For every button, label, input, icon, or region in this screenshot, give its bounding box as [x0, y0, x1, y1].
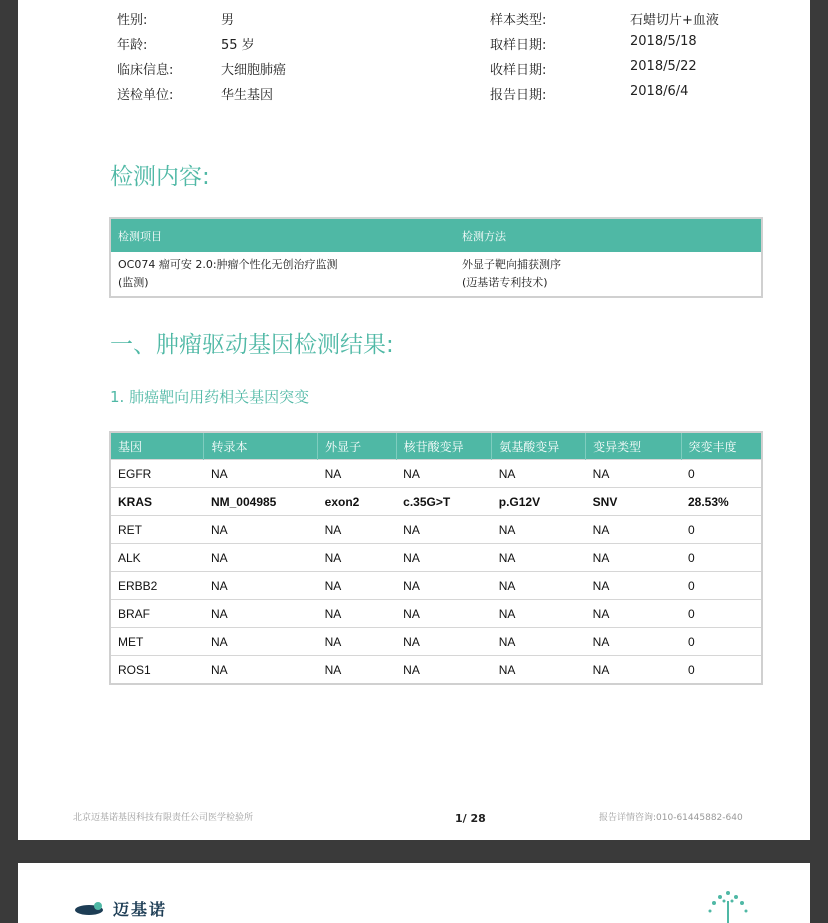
table-header-row	[110, 218, 762, 252]
driver-gene-section-title: 一、肿瘤驱动基因检测结果:	[110, 332, 394, 358]
detection-method-table	[109, 217, 763, 298]
info-label: 送检单位:	[117, 88, 174, 103]
column-header: 基因	[110, 432, 204, 460]
table-cell: ERBB2	[110, 572, 204, 600]
column-header: 氨基酸变异	[492, 432, 586, 460]
table-row	[110, 460, 762, 488]
table-cell: BRAF	[110, 600, 204, 628]
column-header: 变异类型	[586, 432, 681, 460]
table-cell: NA	[318, 572, 397, 600]
table-cell: 28.53%	[681, 488, 762, 516]
column-header: 转录本	[204, 432, 318, 460]
report-page-2	[18, 863, 810, 923]
info-value: 大细胞肺癌	[221, 63, 287, 78]
table-row	[110, 628, 762, 656]
table-cell: NM_004985	[204, 488, 318, 516]
table-cell: NA	[204, 544, 318, 572]
table-cell: RET	[110, 516, 204, 544]
table-cell: NA	[586, 600, 681, 628]
info-label: 性别:	[117, 13, 148, 28]
tree-logo-icon	[698, 887, 758, 923]
table-cell: NA	[396, 572, 492, 600]
table-cell: NA	[396, 516, 492, 544]
table-cell: NA	[586, 628, 681, 656]
detection-section-title: 检测内容:	[110, 164, 210, 190]
header-detection-method: 检测方法	[455, 218, 762, 252]
info-label: 取样日期:	[490, 38, 547, 53]
detection-method-cell	[455, 252, 762, 297]
table-cell: 0	[681, 628, 762, 656]
page-number: 1/ 28	[455, 812, 486, 825]
table-cell: SNV	[586, 488, 681, 516]
detection-item-cell	[110, 252, 455, 297]
table-cell: NA	[586, 516, 681, 544]
table-cell: NA	[492, 628, 586, 656]
info-value: 男	[221, 13, 235, 28]
column-header: 突变丰度	[681, 432, 762, 460]
table-cell: NA	[318, 460, 397, 488]
table-cell: 0	[681, 460, 762, 488]
table-cell: NA	[586, 460, 681, 488]
table-cell: NA	[396, 656, 492, 685]
table-cell: NA	[586, 572, 681, 600]
info-value: 石蜡切片+血液	[630, 13, 719, 28]
detection-method-line1: 外显子靶向捕获测序	[462, 258, 561, 271]
table-cell: NA	[492, 656, 586, 685]
info-value: 2018/5/18	[630, 34, 697, 49]
gene-mutation-table	[109, 431, 763, 685]
table-cell: NA	[492, 572, 586, 600]
info-label: 样本类型:	[490, 13, 547, 28]
table-cell: 0	[681, 572, 762, 600]
column-header: 外显子	[318, 432, 397, 460]
info-label: 报告日期:	[490, 88, 547, 103]
table-row	[110, 516, 762, 544]
info-value: 55 岁	[221, 38, 255, 53]
table-cell: NA	[586, 656, 681, 685]
info-label: 年龄:	[117, 38, 148, 53]
footer-company: 北京迈基诺基因科技有限责任公司医学检验所	[73, 813, 254, 823]
table-header-row	[110, 432, 762, 460]
company-logo-text: 迈基诺	[113, 900, 168, 919]
table-cell: NA	[204, 600, 318, 628]
table-cell: NA	[204, 460, 318, 488]
footer-contact: 报告详情咨询:010-61445882-640	[599, 813, 743, 823]
info-value: 华生基因	[221, 88, 274, 103]
report-page-1	[18, 0, 810, 840]
column-header: 核苷酸变异	[396, 432, 492, 460]
table-cell: NA	[492, 460, 586, 488]
detection-method-line2: (迈基诺专利技术)	[462, 276, 548, 289]
company-logo-icon	[74, 901, 104, 915]
table-cell: exon2	[318, 488, 397, 516]
table-cell: NA	[396, 460, 492, 488]
info-label: 临床信息:	[117, 63, 174, 78]
table-row	[110, 488, 762, 516]
table-cell: ROS1	[110, 656, 204, 685]
detection-item-line1: OC074 瘤可安 2.0:肿瘤个性化无创治疗监测	[118, 258, 338, 271]
table-cell: NA	[318, 516, 397, 544]
table-cell: NA	[318, 600, 397, 628]
info-value: 2018/6/4	[630, 84, 689, 99]
table-cell: 0	[681, 516, 762, 544]
table-cell: NA	[492, 516, 586, 544]
table-row	[110, 600, 762, 628]
table-cell: 0	[681, 656, 762, 685]
table-cell: NA	[318, 628, 397, 656]
table-row	[110, 252, 762, 297]
detection-item-line2: (监测)	[118, 276, 149, 289]
table-cell: NA	[318, 656, 397, 685]
table-cell: NA	[318, 544, 397, 572]
table-cell: ALK	[110, 544, 204, 572]
info-label: 收样日期:	[490, 63, 547, 78]
table-cell: 0	[681, 600, 762, 628]
table-cell: NA	[204, 516, 318, 544]
table-cell: c.35G>T	[396, 488, 492, 516]
header-detection-item: 检测项目	[110, 218, 455, 252]
table-cell: KRAS	[110, 488, 204, 516]
table-cell: MET	[110, 628, 204, 656]
table-cell: NA	[204, 656, 318, 685]
table-row	[110, 544, 762, 572]
table-row	[110, 656, 762, 685]
table-cell: p.G12V	[492, 488, 586, 516]
table-cell: NA	[586, 544, 681, 572]
table-cell: NA	[492, 544, 586, 572]
table-row	[110, 572, 762, 600]
lung-cancer-subsection-title: 1. 肺癌靶向用药相关基因突变	[110, 388, 310, 406]
table-cell: 0	[681, 544, 762, 572]
table-cell: EGFR	[110, 460, 204, 488]
table-cell: NA	[396, 544, 492, 572]
table-cell: NA	[396, 628, 492, 656]
table-cell: NA	[492, 600, 586, 628]
table-cell: NA	[204, 572, 318, 600]
info-value: 2018/5/22	[630, 59, 697, 74]
table-cell: NA	[204, 628, 318, 656]
table-cell: NA	[396, 600, 492, 628]
